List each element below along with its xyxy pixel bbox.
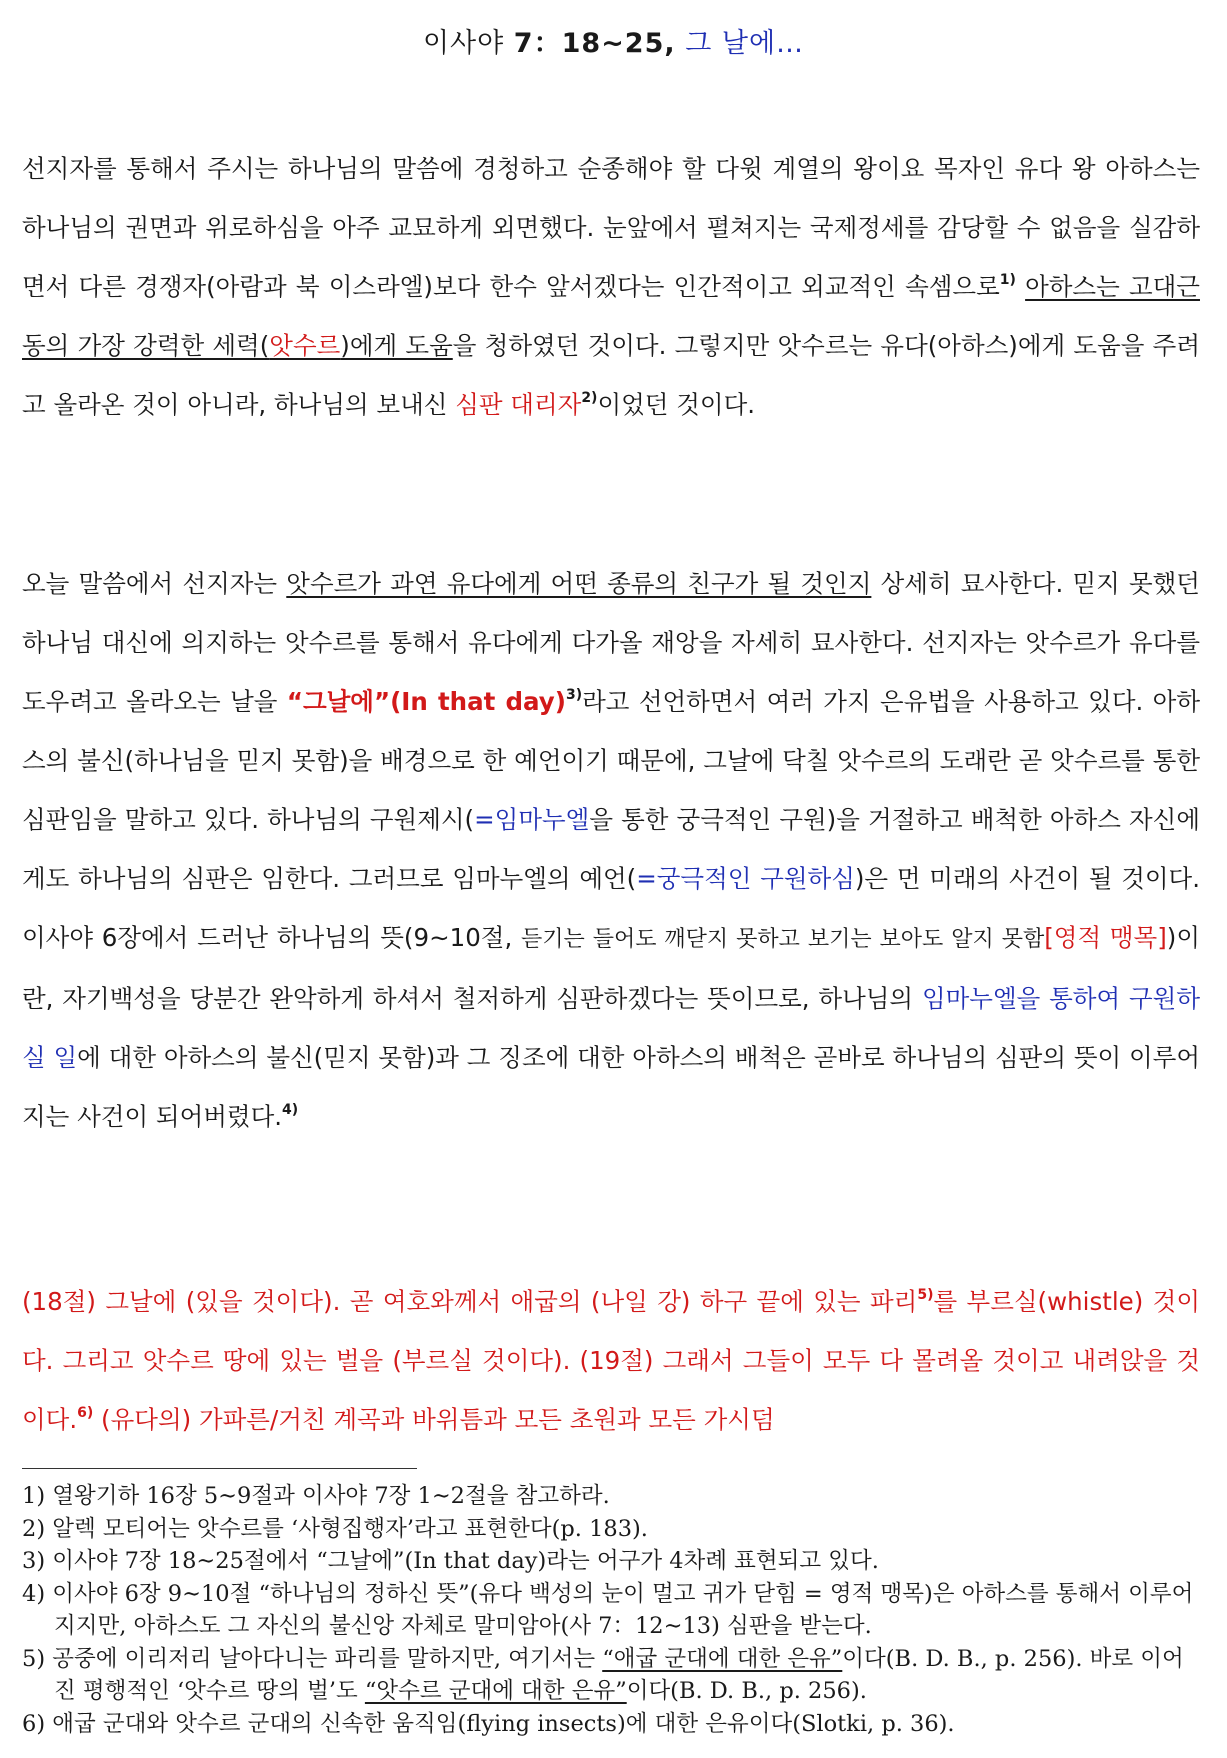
footnote-5-text-b: 이다(B. D. B., p. 256). 바로 이어진 평행적인 ‘앗수르 땅의 벌’도 xyxy=(54,1645,1184,1704)
footnote-ref-3[interactable]: 3) xyxy=(565,687,583,703)
p2-text-3: 라고 선언하면서 여러 가지 은유법을 사용하고 있다. 아하스의 불신(하나님을 믿지 못함)을 배경으로 한 예언이기 때문에, 그날에 닥칠 앗수르의 도래란 곧 앗수르를 통한 심판임을 말하고 있다. 하나님의 구원제시( xyxy=(22,687,1200,834)
p2-in-that-day: “그날에”(In that day) xyxy=(286,687,566,716)
p2-equals-2: = xyxy=(636,864,657,893)
p1-judgment-agent: 심판 대리자 xyxy=(455,390,582,419)
footnote-1: 1) 열왕기하 16장 5∼9절과 이사야 7장 1∼2절을 참고하라. xyxy=(22,1483,610,1509)
footnote-5-underline-1: “애굽 군대에 대한 은유” xyxy=(602,1645,843,1672)
p1-text-2: 을 청하였던 것이다. 그렇지만 앗수르는 유다(아하스)에게 도움을 주려고 올라온 것이 아니라, 하나님의 보내신 xyxy=(22,331,1201,419)
footnote-6: 6) 애굽 군대와 앗수르 군대의 신속한 움직임(flying insects)에 대한 은유이다(Slotki, p. 36). xyxy=(22,1710,955,1737)
p2-immanuel-salvation: 임마누엘을 통하여 구원하실 일 xyxy=(22,984,1200,1072)
footnote-5-underline-2: “앗수르 군대에 대한 은유” xyxy=(364,1678,627,1704)
footnote-2: 2) 알렉 모티어는 앗수르를 ‘사형집행자’라고 표현한다(p. 183). xyxy=(22,1515,648,1542)
footnote-5-text-a: 5) 공중에 이리저리 날아다니는 파리를 말하지만, 여기서는 xyxy=(22,1645,603,1672)
paragraph-2 xyxy=(22,554,1200,1146)
paragraph-1 xyxy=(22,139,1200,434)
p2-text-1: 오늘 말씀에서 선지자는 xyxy=(22,569,287,598)
p2-small-text: 듣기는 들어도 깨닫지 못하고 보기는 보아도 알지 못함 xyxy=(520,927,1045,952)
footnote-3: 3) 이사야 7장 18∼25절에서 “그날에”(In that day)라는 어구가 4차례 표현되고 있다. xyxy=(22,1548,879,1574)
footnote-4: 4) 이사야 6장 9∼10절 “하나님의 정하신 뜻”(유다 백성의 눈이 멀고 귀가 닫힘 = 영적 맹목)은 아하스를 통해서 이루어지지만, 아하스도 그 자신의 불신앙 자체로 말미암아(사 7：12∼13) 심판을 받는다. xyxy=(22,1580,1194,1639)
footnote-ref-6[interactable]: 6) xyxy=(77,1405,94,1421)
p1-text-3: 이었던 것이다. xyxy=(597,390,756,419)
p2-underline: 앗수르가 과연 유다에게 어떤 종류의 친구가 될 것인지 xyxy=(286,569,872,598)
p3-text-3: (유다의) 가파른/거친 계곡과 바위틈과 모든 초원과 모든 가시덤 xyxy=(93,1405,775,1434)
p1-assyria-red: 앗수르 xyxy=(269,331,341,360)
p2-equals-1: = xyxy=(474,805,495,834)
p2-text-6: )이란, 자기백성을 당분간 완악하게 하셔서 철저하게 심판하겠다는 뜻이므로, 하나님의 xyxy=(22,923,1201,1013)
p2-immanuel: 임마누엘 xyxy=(494,805,590,834)
p2-ultimate-salvation: 궁극적인 구원하심 xyxy=(656,864,855,893)
p2-text-5: )은 먼 미래의 사건이 될 것이다. 이사야 6장에서 드러난 하나님의 뜻(9∼10절, xyxy=(22,864,1200,952)
title-reference: 7：18∼25, xyxy=(513,28,676,59)
p3-text-2: 를 부르실(whistle) 것이다. 그리고 앗수르 땅에 있는 벌을 (부르실 것이다). (19절) 그래서 그들이 모두 다 몰려올 것이고 내려앉을 것이다. xyxy=(22,1287,1200,1434)
title-suffix: 그 날에… xyxy=(675,28,805,59)
footnote-5-text-c: 이다(B. D. B., p. 256). xyxy=(626,1678,867,1704)
p1-underline-end: )에게 도움 xyxy=(340,331,453,360)
footnote-divider xyxy=(22,1468,417,1469)
p3-text-1: (18절) 그날에 (있을 것이다). 곧 여호와께서 애굽의 (나일 강) 하구 끝에 있는 파리 xyxy=(22,1287,918,1316)
footnote-ref-2[interactable]: 2) xyxy=(581,390,598,406)
p2-text-2: 상세히 묘사한다. 믿지 못했던 하나님 대신에 의지하는 앗수르를 통해서 유다에게 다가올 재앙을 자세히 묘사한다. 선지자는 앗수르가 유다를 도우려고 올라오는 날을 xyxy=(22,569,1200,716)
p2-spiritual-blindness: [영적 맹목] xyxy=(1044,923,1167,952)
footnote-ref-4[interactable]: 4) xyxy=(282,1102,299,1118)
page-title xyxy=(0,26,1227,62)
p2-text-4: 을 통한 궁극적인 구원)을 거절하고 배척한 아하스 자신에게도 하나님의 심판은 임한다. 그러므로 임마누엘의 예언( xyxy=(22,805,1200,893)
p1-underline-text: 아하스는 고대근동의 가장 강력한 세력( xyxy=(22,272,1200,360)
title-prefix: 이사야 xyxy=(422,28,514,59)
footnote-ref-1[interactable]: 1) xyxy=(999,272,1016,288)
p2-text-7: 에 대한 아하스의 불신(믿지 못함)과 그 징조에 대한 아하스의 배척은 곧바로 하나님의 심판의 뜻이 이루어지는 사건이 되어버렸다. xyxy=(22,1043,1200,1131)
footnote-5 xyxy=(22,1643,1202,1708)
footnote-ref-5[interactable]: 5) xyxy=(917,1287,934,1303)
p1-text-1: 선지자를 통해서 주시는 하나님의 말씀에 경청하고 순종해야 할 다윗 계열의 왕이요 목자인 유다 왕 아하스는 하나님의 권면과 위로하심을 아주 교묘하게 외면했다. 눈앞에서 펼쳐지는 국제정세를 감당할 수 없음을 실감하면서 다른 경쟁자(아람과 북 이스라엘)보다 한수 앞서겠다는 인간적이고 외교적인 속셈으로 xyxy=(22,154,1200,301)
paragraph-3-verses xyxy=(22,1272,1200,1449)
footnotes xyxy=(22,1480,1202,1740)
